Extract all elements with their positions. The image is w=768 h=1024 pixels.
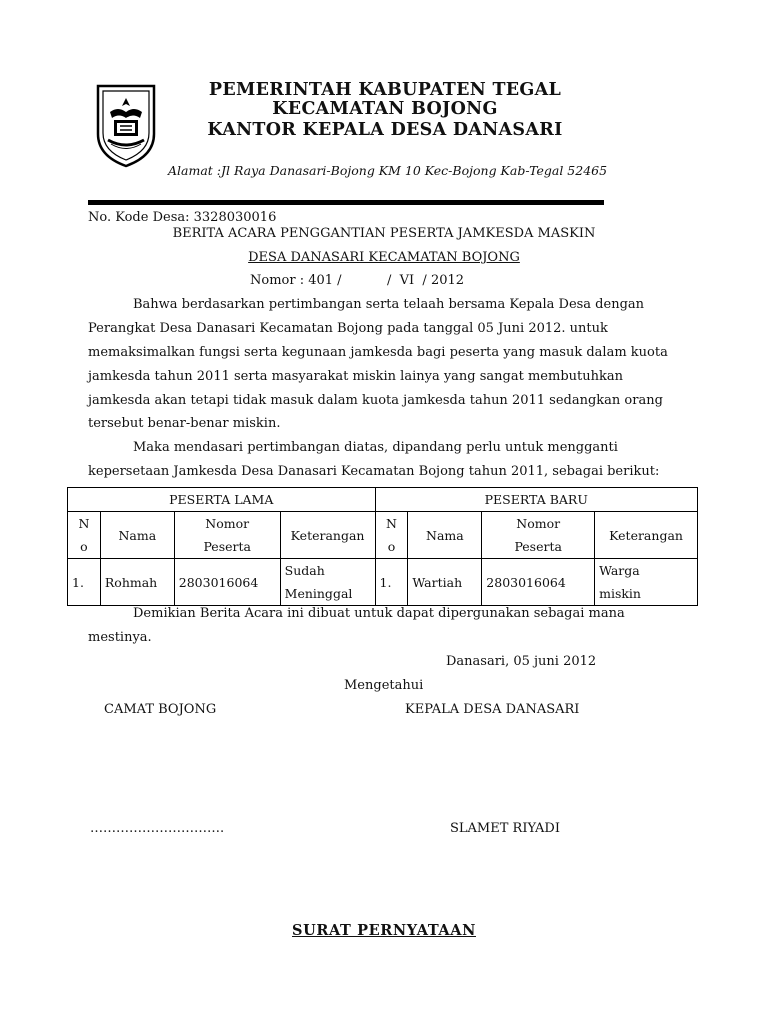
- col-no: N o: [375, 512, 408, 559]
- regency-coat-of-arms-icon: [92, 82, 160, 168]
- cell-no: 1.: [68, 559, 101, 606]
- kepala-desa-title: KEPALA DESA DANASARI: [405, 702, 580, 717]
- paragraph-line: Bahwa berdasarkan pertimbangan serta telaah bersama Kepala Desa dengan: [133, 297, 645, 312]
- paragraph-line: kepersetaan Jamkesda Desa Danasari Kecamatan Bojong tahun 2011, sebagai berikut:: [88, 464, 660, 479]
- camat-title: CAMAT BOJONG: [104, 702, 217, 717]
- col-nama: Nama: [408, 512, 482, 559]
- paragraph-line: jamkesda akan tetapi tidak masuk dalam kuota jamkesda tahun 2011 sedangkan orang: [88, 393, 663, 408]
- col-no: N o: [68, 512, 101, 559]
- place-date: Danasari, 05 juni 2012: [446, 654, 597, 669]
- document-subtitle: DESA DANASARI KECAMATAN BOJONG: [248, 250, 520, 265]
- cell-nomor: 2803016064: [482, 559, 595, 606]
- kepala-desa-name: SLAMET RIYADI: [450, 821, 560, 836]
- col-nama: Nama: [100, 512, 174, 559]
- next-document-title: SURAT PERNYATAAN: [292, 922, 476, 939]
- paragraph-line: Demikian Berita Acara ini dibuat untuk dapat dipergunakan sebagai mana: [133, 606, 625, 621]
- group-header-new: PESERTA BARU: [375, 488, 697, 512]
- document-number: Nomor : 401 / / VI / 2012: [250, 273, 465, 288]
- table-row: [68, 559, 698, 606]
- cell-no: 1.: [375, 559, 408, 606]
- cell-nama: Rohmah: [100, 559, 174, 606]
- paragraph-line: memaksimalkan fungsi serta kegunaan jamkesda bagi peserta yang masuk dalam kuota: [88, 345, 668, 360]
- header-line-1: PEMERINTAH KABUPATEN TEGAL: [208, 80, 562, 100]
- cell-keterangan: Warga miskin: [595, 559, 698, 606]
- header-line-3: KANTOR KEPALA DESA DANASARI: [207, 120, 563, 140]
- cell-nomor: 2803016064: [174, 559, 280, 606]
- col-keterangan: Keterangan: [280, 512, 375, 559]
- col-nomor-peserta: Nomor Peserta: [174, 512, 280, 559]
- paragraph-line: jamkesda tahun 2011 serta masyarakat miskin lainya yang sangat membutuhkan: [88, 369, 623, 384]
- col-keterangan: Keterangan: [595, 512, 698, 559]
- col-nomor-peserta: Nomor Peserta: [482, 512, 595, 559]
- paragraph-line: Maka mendasari pertimbangan diatas, dipandang perlu untuk mengganti: [133, 440, 618, 455]
- header-divider: [88, 200, 604, 205]
- address: Alamat :Jl Raya Danasari-Bojong KM 10 Kec-Bojong Kab-Tegal 52465: [168, 163, 608, 178]
- cell-keterangan: Sudah Meninggal: [280, 559, 375, 606]
- column-header-row: [68, 512, 698, 559]
- document-title: BERITA ACARA PENGGANTIAN PESERTA JAMKESDA MASKIN: [172, 226, 596, 241]
- group-header-old: PESERTA LAMA: [68, 488, 376, 512]
- paragraph-line: mestinya.: [88, 630, 152, 645]
- village-code: No. Kode Desa: 3328030016: [88, 210, 277, 225]
- mengetahui-label: Mengetahui: [344, 678, 424, 693]
- camat-name-placeholder: ………………………….: [90, 821, 225, 836]
- cell-nama: Wartiah: [408, 559, 482, 606]
- participants-table: [67, 487, 698, 606]
- paragraph-line: tersebut benar-benar miskin.: [88, 416, 281, 431]
- paragraph-line: Perangkat Desa Danasari Kecamatan Bojong pada tanggal 05 Juni 2012. untuk: [88, 321, 608, 336]
- header-line-2: KECAMATAN BOJONG: [272, 99, 498, 119]
